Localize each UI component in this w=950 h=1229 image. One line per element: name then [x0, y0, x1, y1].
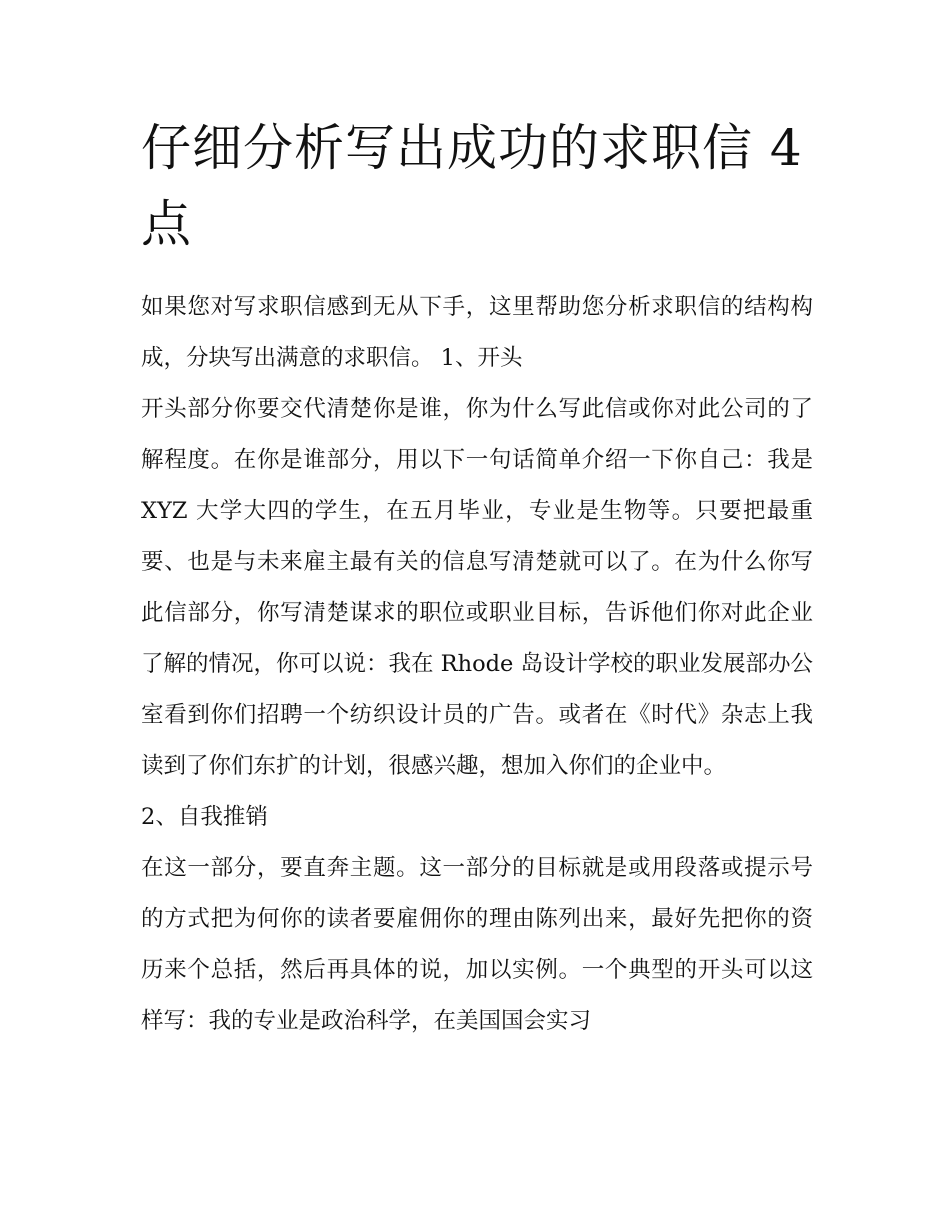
- document-page: [141, 110, 813, 1047]
- paragraph-opening: 开头部分你要交代清楚你是谁，你为什么写此信或你对此公司的了解程度。在你是谁部分，用以下一句话简单介绍一下你自己：我是 XYZ 大学大四的学生，在五月毕业，专业是生物等。只要把最重要、也是与未来雇主最有关的信息写清楚就可以了。在为什么你写此信部分，你写清楚谋求的职位或职业目标，告诉他们你对此企业了解的情况，你可以说：我在 Rhode 岛设计学校的职业发展部办公室看到你们招聘一个纺织设计员的广告。或者在《时代》杂志上我读到了你们东扩的计划，很感兴趣，想加入你们的企业中。: [141, 396, 814, 779]
- document-title: 仔细分析写出成功的求职信 4 点: [141, 119, 803, 253]
- document-body: [141, 282, 813, 1047]
- paragraph-intro: 如果您对写求职信感到无从下手，这里帮助您分析求职信的结构构成，分块写出满意的求职信。 1、开头: [141, 294, 813, 371]
- paragraph-self-promotion: 在这一部分，要直奔主题。这一部分的目标就是或用段落或提示号的方式把为何你的读者要雇佣你的理由陈列出来，最好先把你的资历来个总括，然后再具体的说，加以实例。一个典型的开头可以这样写：我的专业是政治科学，在美国国会实习: [141, 855, 813, 1034]
- section-heading-self-promotion: 2、自我推销: [141, 804, 268, 830]
